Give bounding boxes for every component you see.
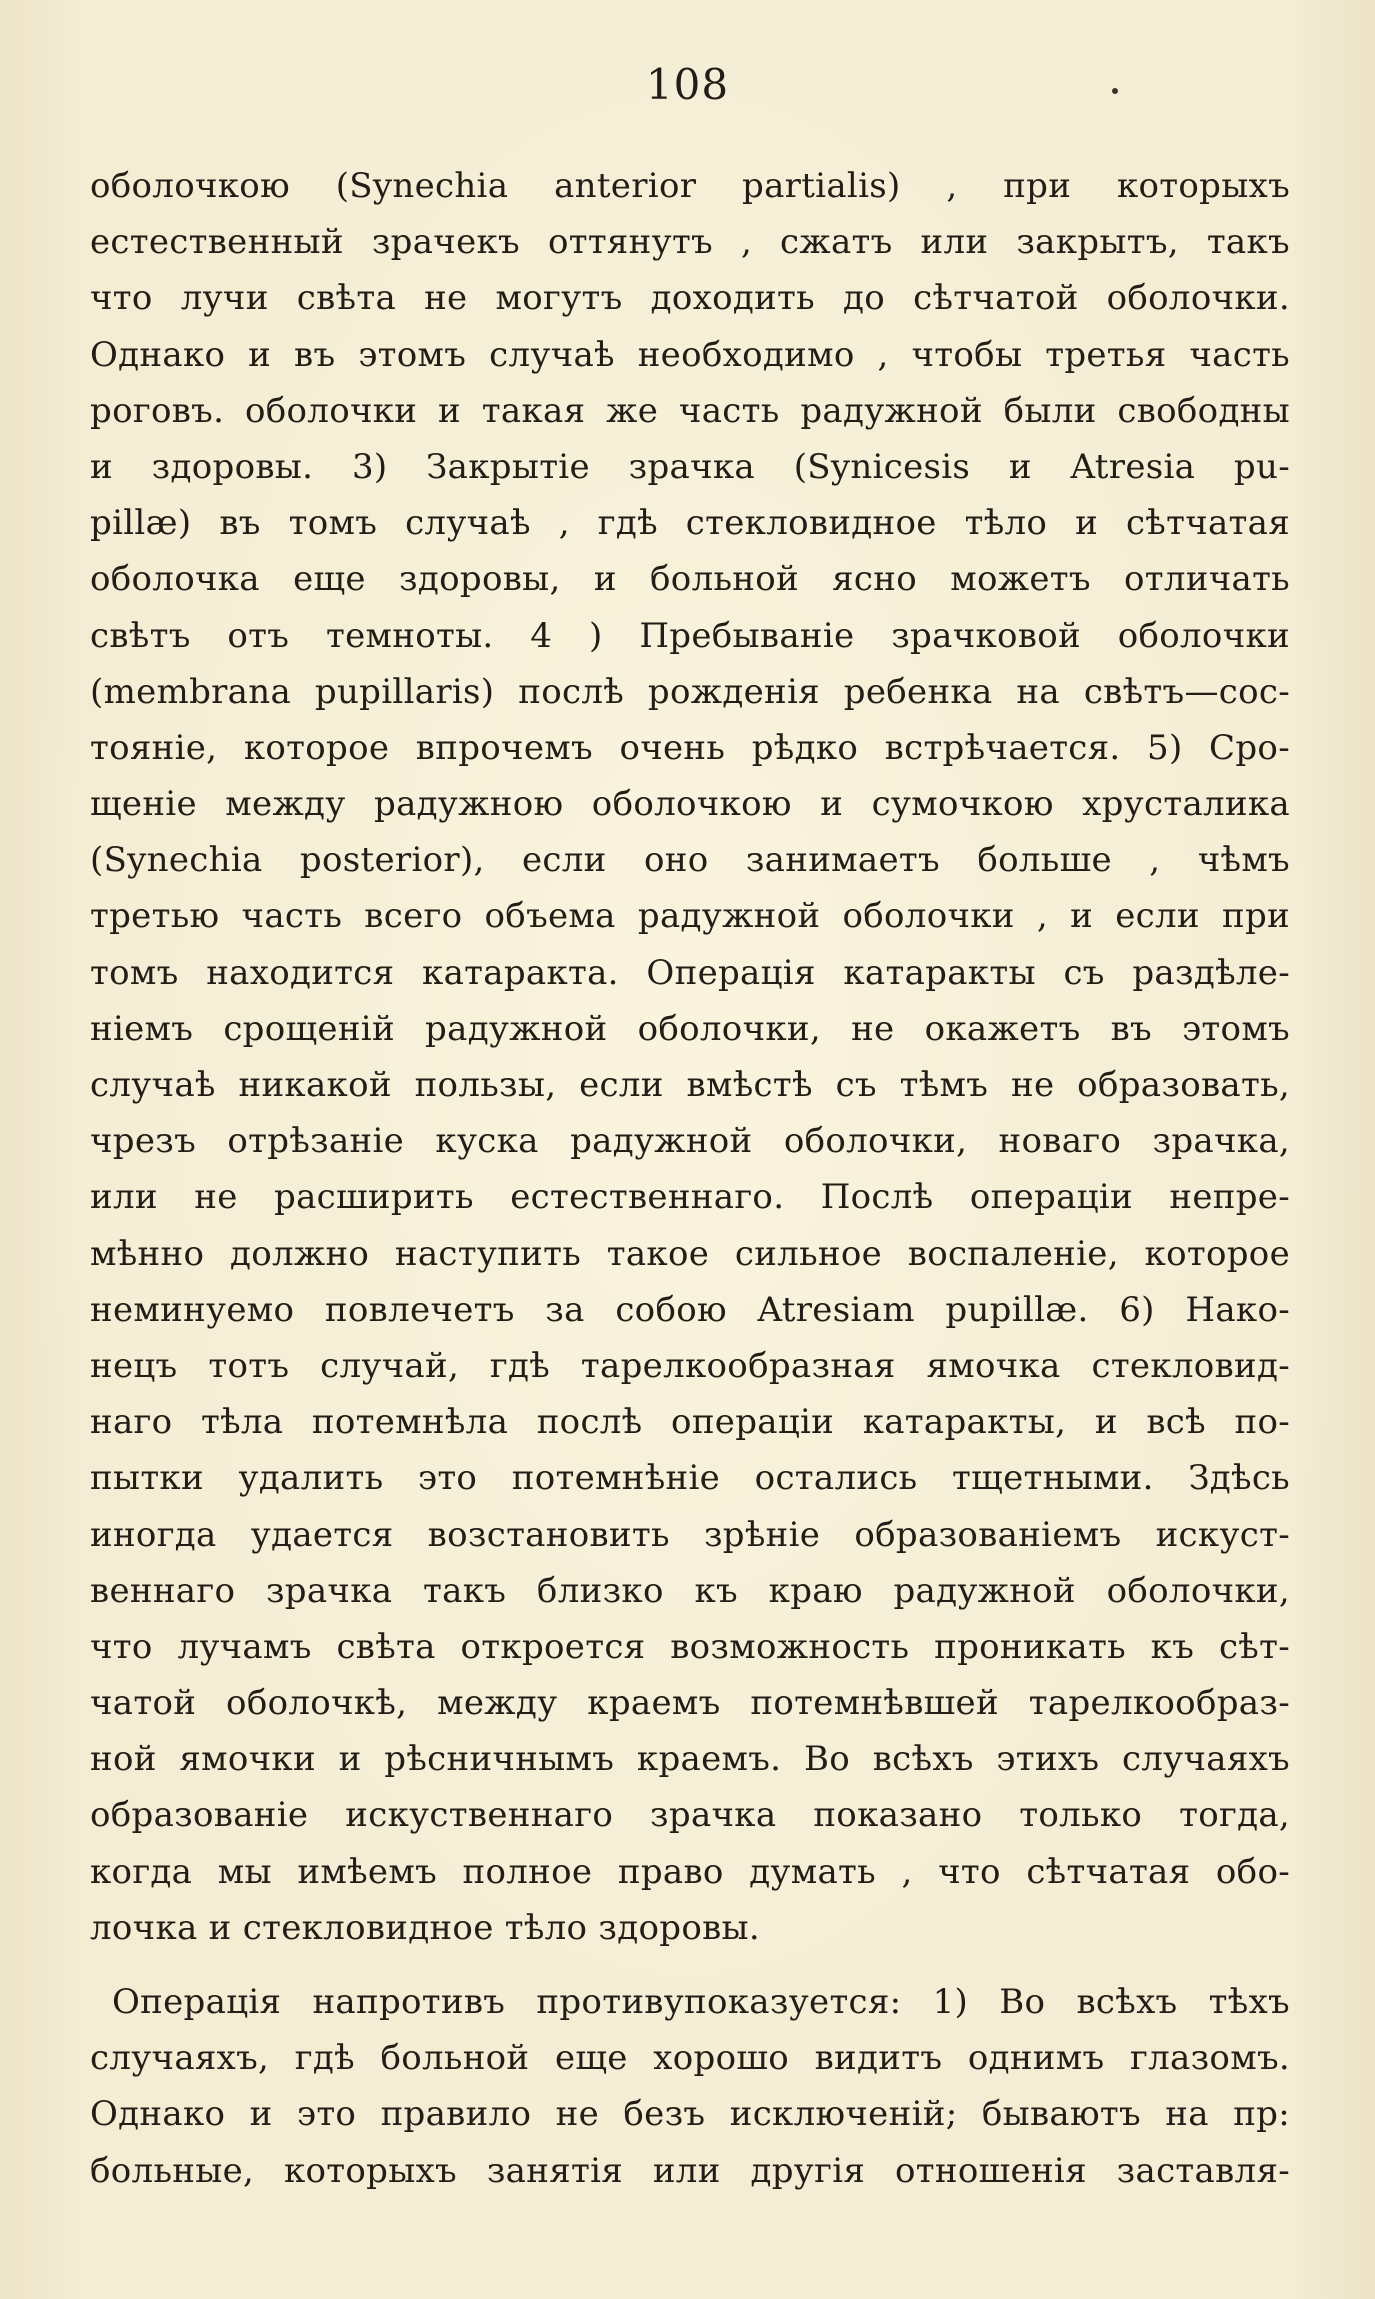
text-line: томъ находится катаракта. Операція катаракты съ раздѣле- [90,952,1290,993]
ink-speck [1112,88,1118,94]
text-line: свѣтъ отъ темноты. 4 ) Пребываніе зрачковой оболочки [90,615,1290,656]
paragraph-gap [90,1956,1290,1974]
page-body [90,158,1290,2199]
text-line: пытки удалить это потемнѣніе остались тщетными. Здѣсь [90,1458,1290,1499]
text-line: pillæ) въ томъ случаѣ , гдѣ стекловидное тѣло и сѣтчатая [90,503,1290,544]
text-line: веннаго зрачка такъ близко къ краю радужной оболочки, [90,1570,1290,1611]
paragraph [90,158,1290,1956]
text-line: образованіе искуственнаго зрачка показано только тогда, [90,1795,1290,1836]
text-line: лочка и стекловидное тѣло здоровы. [90,1907,761,1948]
text-line: нецъ тотъ случай, гдѣ тарелкообразная ямочка стекловид- [90,1345,1290,1386]
text-line: оболочкою (Synechia anterior partialis) , при которыхъ [90,166,1290,206]
text-line: роговъ. оболочки и такая же часть радужной были свободны [90,390,1290,431]
text-line: что лучи свѣта не могутъ доходить до сѣтчатой оболочки. [90,278,1290,319]
text-line: больные, которыхъ занятія или другія отношенія заставля- [90,2150,1290,2191]
text-line: Однако и въ этомъ случаѣ необходимо , чтобы третья часть [90,334,1290,375]
text-line: иногда удается возстановить зрѣніе образованіемъ искуст- [90,1514,1290,1555]
text-line: (membrana pupillaris) послѣ рожденія ребенка на свѣтъ—сос- [90,671,1290,712]
text-line: щеніе между радужною оболочкою и сумочкою хрусталика [90,784,1290,825]
text-line: случаяхъ, гдѣ больной еще хорошо видитъ однимъ глазомъ. [90,2038,1290,2079]
text-line: оболочка еще здоровы, и больной ясно можетъ отличать [90,559,1290,600]
text-line: ніемъ срощеній радужной оболочки, не окажетъ въ этомъ [90,1008,1290,1049]
text-line: или не расширить естественнаго. Послѣ операціи непре- [90,1177,1290,1218]
text-line: неминуемо повлечетъ за собою Atresiam pupillæ. 6) Нако- [90,1289,1290,1330]
paragraph [90,1974,1290,2199]
text-line: Операція напротивъ противупоказуется: 1) Во всѣхъ тѣхъ [112,1982,1290,2022]
text-line: Однако и это правило не безъ исключеній; бываютъ на пр: [90,2094,1290,2135]
text-line: чатой оболочкѣ, между краемъ потемнѣвшей тарелкообраз- [90,1683,1290,1724]
text-line: (Synechia posterior), если оно занимаетъ больше , чѣмъ [90,840,1290,881]
text-line: и здоровы. 3) Закрытіе зрачка (Synicesis и Atresia pu- [90,446,1290,487]
text-line: случаѣ никакой пользы, если вмѣстѣ съ тѣмъ не образовать, [90,1065,1290,1105]
page-number: 108 [645,60,730,109]
text-line: наго тѣла потемнѣла послѣ операціи катаракты, и всѣ по- [90,1402,1290,1443]
text-line: чрезъ отрѣзаніе куска радужной оболочки, новаго зрачка, [90,1121,1290,1162]
text-line: тояніе, которое впрочемъ очень рѣдко встрѣчается. 5) Сро- [90,727,1290,768]
text-line: мѣнно должно наступить такое сильное воспаленіе, которое [90,1233,1290,1274]
text-line: когда мы имѣемъ полное право думать , что сѣтчатая обо- [90,1851,1290,1892]
text-line: что лучамъ свѣта откроется возможность проникать къ сѣт- [90,1626,1290,1667]
text-line: ной ямочки и рѣсничнымъ краемъ. Во всѣхъ этихъ случаяхъ [90,1739,1290,1780]
text-line: естественный зрачекъ оттянутъ , сжатъ или закрытъ, такъ [90,222,1290,263]
text-line: третью часть всего объема радужной оболочки , и если при [90,896,1290,937]
